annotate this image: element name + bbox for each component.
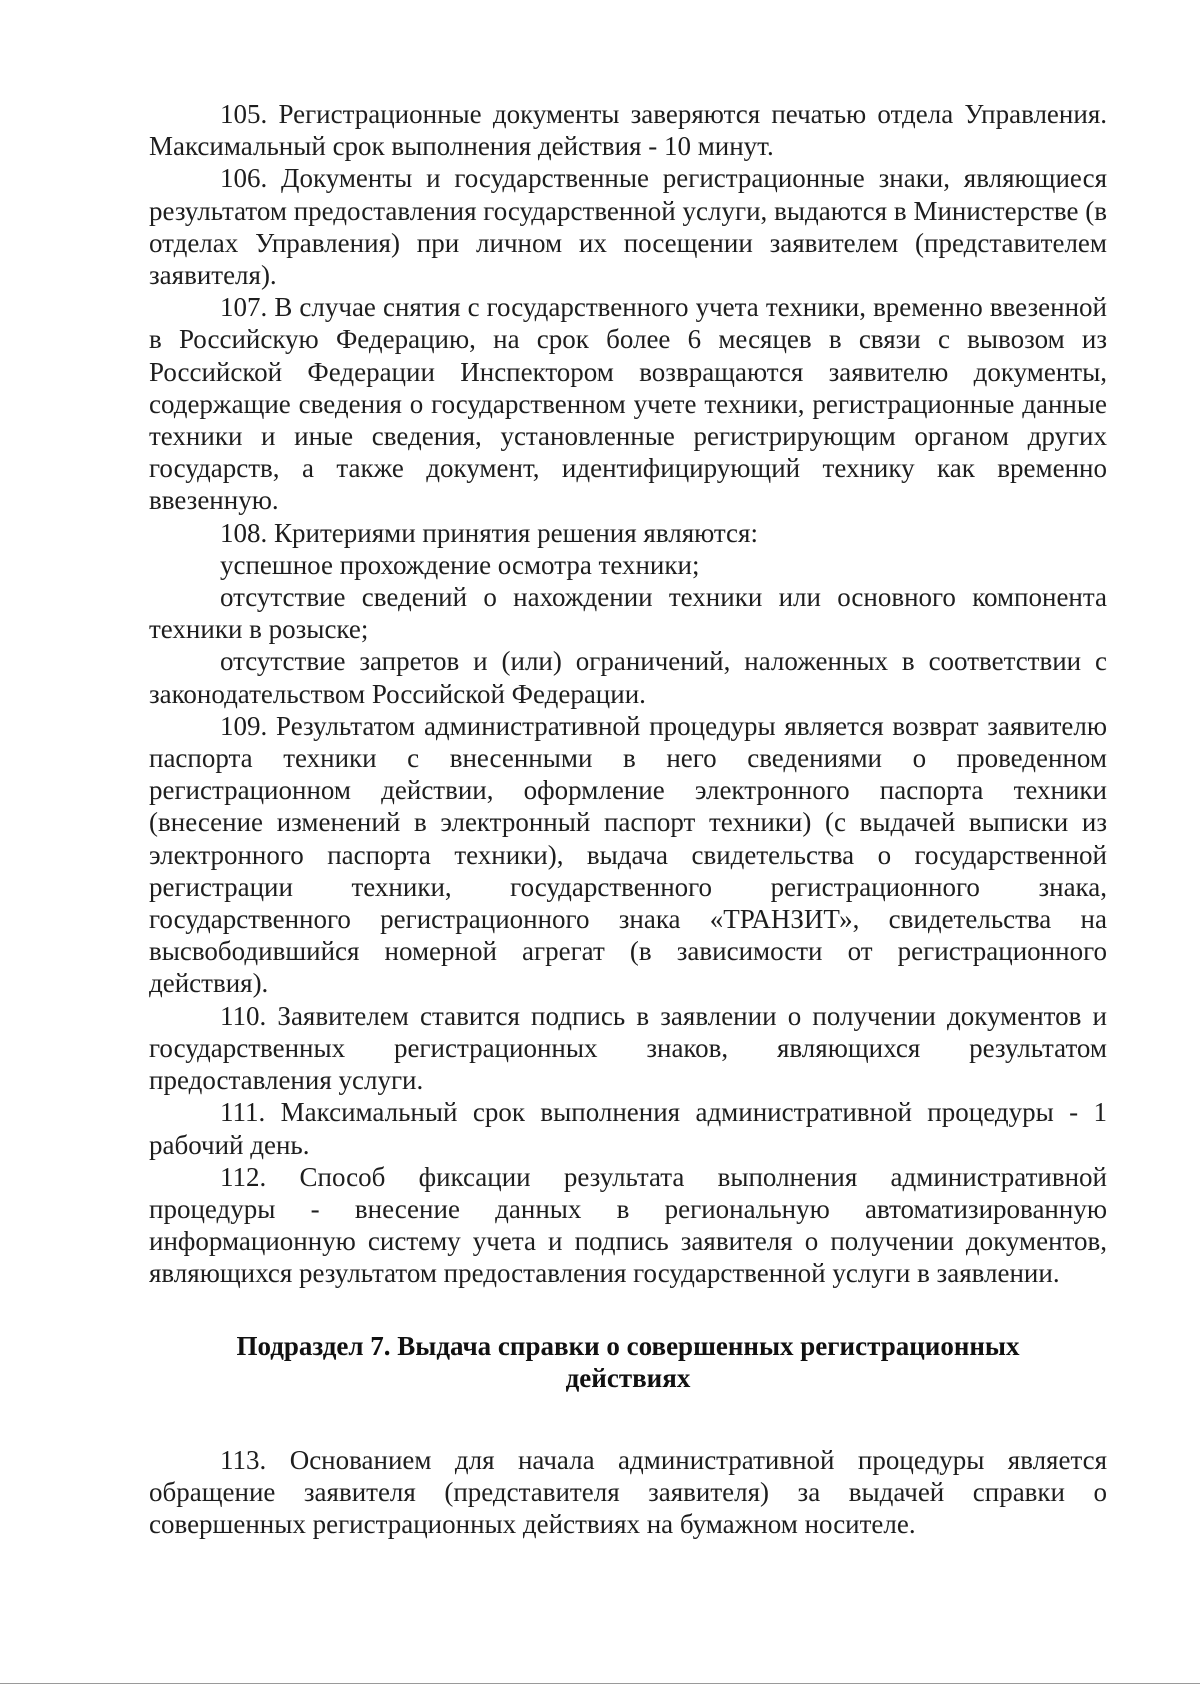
page-bottom-rule: [0, 1683, 1200, 1684]
criteria-item-no-restrictions: отсутствие запретов и (или) ограничений, наложенных в соответствии с законодательством Российской Федерации.: [149, 646, 1107, 709]
criteria-item-inspection: успешное прохождение осмотра техники;: [220, 549, 700, 580]
paragraph-112: 112. Способ фиксации результата выполнения административной процедуры - внесение данных в региональную автоматизированную информационную систему учета и подпись заявителя о получении документов, являющихся результатом предоставления государственной услуги в заявлении.: [149, 1161, 1107, 1289]
paragraph-108: 108. Критериями принятия решения являются:: [220, 517, 758, 548]
paragraph-110: 110. Заявителем ставится подпись в заявлении о получении документов и государственных регистрационных знаков, являющихся результатом предоставления услуги.: [149, 1000, 1107, 1096]
paragraph-105: 105. Регистрационные документы заверяются печатью отдела Управления. Максимальный срок выполнения действия - 10 минут.: [149, 99, 1107, 162]
criteria-item-no-wanted: отсутствие сведений о нахождении техники или основного компонента техники в розыске;: [149, 582, 1107, 645]
paragraph-107: 107. В случае снятия с государственного учета техники, временно ввезенной в Российскую Федерацию, на срок более 6 месяцев в связи с вывозом из Российской Федерации Инспектором возвращаются заявителю документы, содержащие сведения о государственном учете техники, регистрационные данные техники и иные сведения, установленные регистрирующим органом других государств, а также документ, идентифицирующий технику как временно ввезенную.: [149, 292, 1107, 516]
paragraph-109: 109. Результатом административной процедуры является возврат заявителю паспорта техники с внесенными в него сведениями о проведенном регистрационном действии, оформление электронного паспорта техники (внесение изменений в электронный паспорт техники) (с выдачей выписки из электронного паспорта техники), выдача свидетельства о государственной регистрации техники, государственного регистрационного знака, государственного регистрационного знака «ТРАНЗИТ», свидетельства на высвободившийся номерной агрегат (в зависимости от регистрационного действия).: [149, 710, 1107, 999]
paragraph-111: 111. Максимальный срок выполнения административной процедуры - 1 рабочий день.: [149, 1097, 1107, 1160]
subsection-heading: Подраздел 7. Выдача справки о совершенных регистрационных действиях: [236, 1330, 1020, 1393]
document-body: [149, 98, 1107, 1540]
paragraph-106: 106. Документы и государственные регистрационные знаки, являющиеся результатом предоставления государственной услуги, выдаются в Министерстве (в отделах Управления) при личном их посещении заявителем (представителем заявителя).: [149, 163, 1107, 291]
paragraph-113: 113. Основанием для начала административной процедуры является обращение заявителя (представителя заявителя) за выдачей справки о совершенных регистрационных действиях на бумажном носителе.: [149, 1444, 1107, 1539]
